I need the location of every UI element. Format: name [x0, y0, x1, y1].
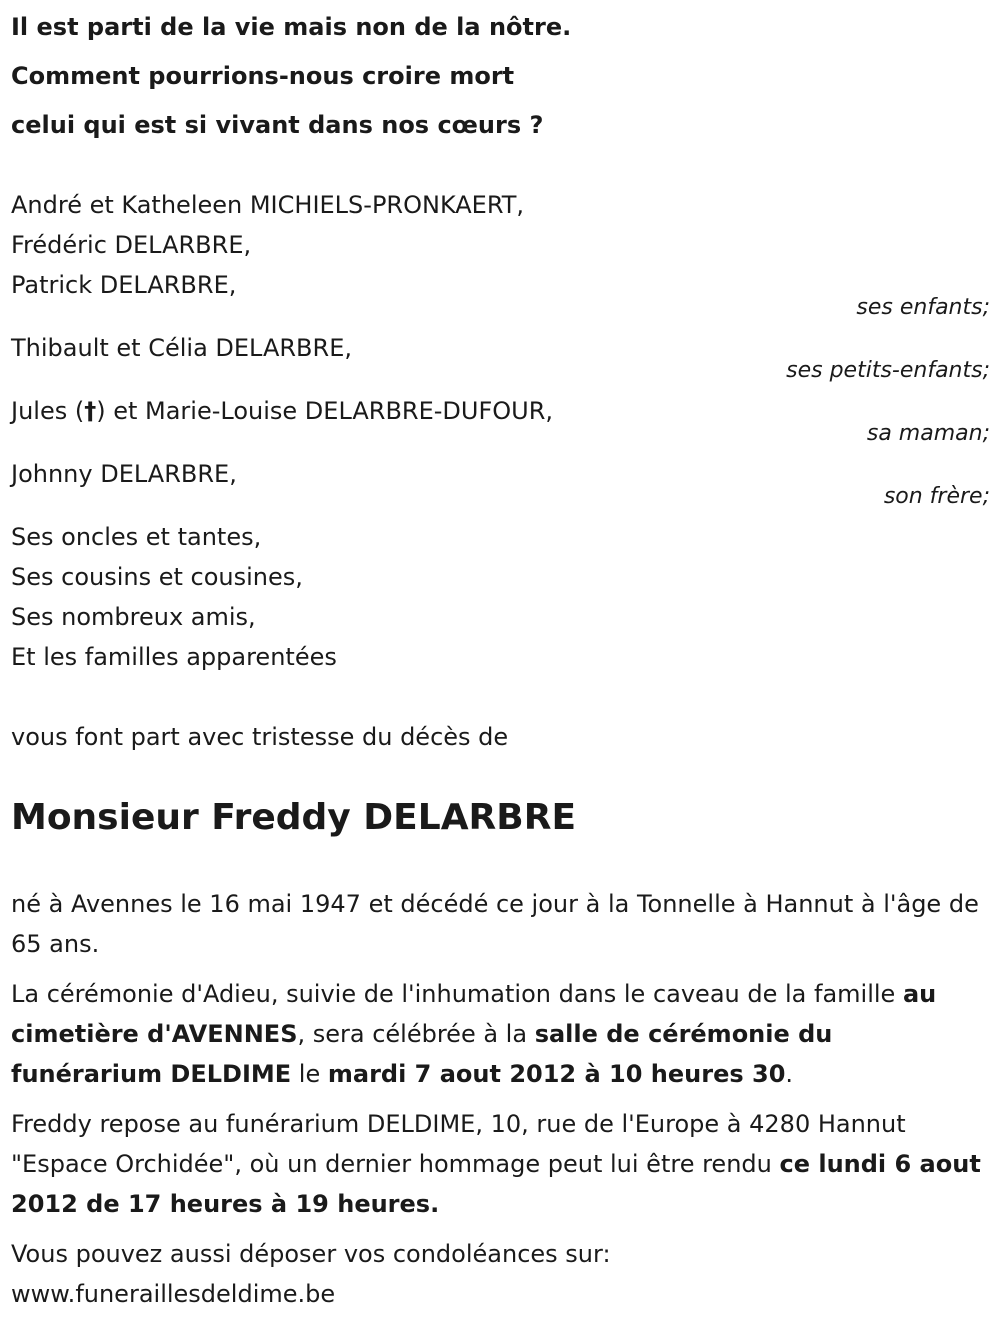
parents-line: [11, 396, 553, 426]
ceremony-text-2: , sera célébrée à la: [297, 1020, 535, 1048]
dagger-icon: †: [84, 397, 97, 425]
condolences-url[interactable]: www.funeraillesdeldime.be: [11, 1280, 336, 1308]
condolences-text: Vous pouvez aussi déposer vos condoléances sur:: [11, 1240, 611, 1268]
others-line-2: Ses cousins et cousines,: [11, 563, 303, 591]
ceremony-venue: salle de cérémonie du funérarium DELDIME: [11, 1020, 833, 1088]
deceased-name: Monsieur Freddy DELARBRE: [11, 797, 577, 838]
parents-prefix: Jules (: [11, 397, 85, 425]
sibling-role: son frère;: [883, 484, 990, 509]
ceremony-text-1: La cérémonie d'Adieu, suivie de l'inhumation dans le caveau de la famille: [11, 980, 903, 1008]
birth-death-paragraph: né à Avennes le 16 mai 1947 et décédé ce jour à la Tonnelle à Hannut à l'âge de 65 ans.: [11, 890, 979, 958]
condolences-paragraph: [11, 1234, 986, 1314]
ceremony-text-4: .: [785, 1060, 794, 1088]
grandchildren-line: Thibault et Célia DELARBRE,: [11, 334, 352, 362]
child-line-3: Patrick DELARBRE,: [11, 271, 237, 299]
parents-role: sa maman;: [866, 421, 990, 446]
parents-suffix: ) et Marie-Louise DELARBRE-DUFOUR,: [96, 397, 554, 425]
children-role: ses enfants;: [856, 295, 990, 320]
ceremony-date: mardi 7 aout 2012 à 10 heures 30: [327, 1060, 786, 1088]
sibling-line: Johnny DELARBRE,: [11, 460, 237, 488]
others-line-4: Et les familles apparentées: [11, 643, 337, 671]
epigraph-line-1: Il est parti de la vie mais non de la nôtre.: [11, 13, 572, 41]
epigraph-line-3: celui qui est si vivant dans nos cœurs ?: [11, 111, 544, 139]
epigraph-line-2: Comment pourrions-nous croire mort: [11, 62, 515, 90]
ceremony-paragraph: [11, 974, 986, 1094]
grandchildren-role: ses petits-enfants;: [786, 358, 990, 383]
announcement: vous font part avec tristesse du décès de: [11, 723, 509, 751]
others-line-3: Ses nombreux amis,: [11, 603, 256, 631]
visitation-date: ce lundi 6 aout 2012 de 17 heures à 19 heures.: [11, 1150, 981, 1218]
child-line-2: Frédéric DELARBRE,: [11, 231, 252, 259]
ceremony-text-3: le: [291, 1060, 328, 1088]
visitation-text: Freddy repose au funérarium DELDIME, 10, rue de l'Europe à 4280 Hannut "Espace Orchidée", où un dernier hommage peut lui être rendu: [11, 1110, 906, 1178]
ceremony-cemetery: au cimetière d'AVENNES: [11, 980, 937, 1048]
visitation-paragraph: [11, 1104, 986, 1224]
others-line-1: Ses oncles et tantes,: [11, 523, 262, 551]
child-line-1: André et Katheleen MICHIELS-PRONKAERT,: [11, 191, 525, 219]
